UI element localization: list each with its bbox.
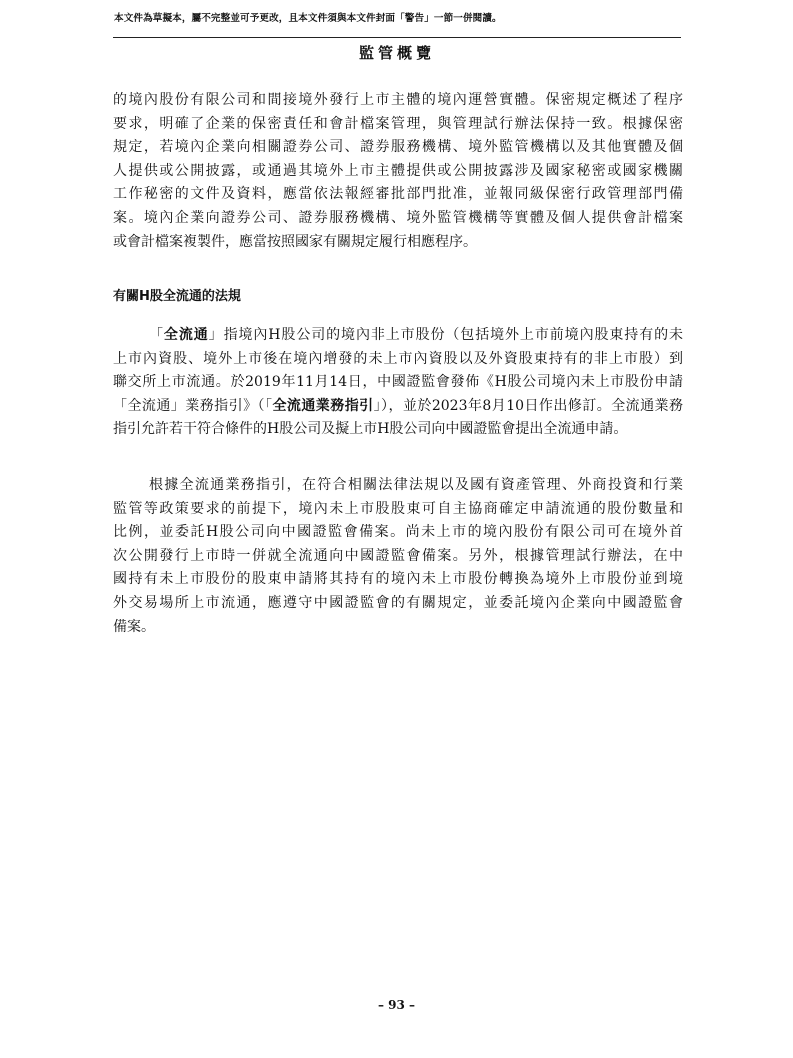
defined-term: 全流通業務指引 [272, 397, 374, 414]
paragraph-confidentiality [113, 89, 683, 254]
paragraph-line: 指引允許若干符合條件的H股公司及擬上市H股公司向中國證監會提出全流通申請。 [113, 421, 628, 438]
header-rule [113, 37, 681, 38]
paragraph-line: 備案。 [113, 618, 155, 635]
paragraph-line [113, 395, 683, 419]
paragraph-line: 外交易場所上市流通，應遵守中國證監會的有關規定，並委託境內企業向中國證監會 [113, 594, 683, 611]
paragraph-full-circulation-guidelines [113, 474, 683, 639]
paragraph-line: 人提供或公開披露，或通過其境外上市主體提供或公開披露涉及國家秘密或國家機關 [113, 162, 683, 179]
paragraph-line: 根據全流通業務指引，在符合相關法律法規以及國有資產管理、外商投資和行業 [149, 477, 683, 493]
paragraph-line: 上市內資股、境外上市後在境內增發的未上市內資股以及外資股東持有的非上市股）到 [113, 350, 683, 367]
paragraph-line: 比例，並委託H股公司向中國證監會備案。尚未上市的境內股份有限公司可在境外首 [113, 524, 683, 541]
paragraph-line [113, 324, 683, 348]
section-title: 監管概覽 [358, 44, 435, 62]
bracket-open: 「 [149, 327, 164, 343]
line-text: 「全流通」業務指引》（「 [113, 397, 273, 414]
paragraph-line: 規定，若境內企業向相關證券公司、證券服務機構、境外監管機構以及其他實體及個 [113, 139, 683, 156]
paragraph-line: 要求，明確了企業的保密責任和會計檔案管理，與管理試行辦法保持一致。根據保密 [113, 115, 683, 132]
paragraph-line: 的境內股份有限公司和間接境外發行上市主體的境內運營實體。保密規定概述了程序 [113, 92, 683, 108]
paragraph-line: 國持有未上市股份的股東申請將其持有的境內未上市股份轉換為境外上市股份並到境 [113, 571, 683, 588]
paragraph-line: 聯交所上市流通。於2019年11月14日，中國證監會發佈《H股公司境內未上市股份申請 [113, 374, 683, 391]
paragraph-line: 次公開發行上市時一併就全流通向中國證監會備案。另外，根據管理試行辦法，在中 [113, 547, 683, 564]
paragraph-line: 監管等政策要求的前提下，境內未上市股股東可自主協商確定申請流通的股份數量和 [113, 500, 683, 517]
draft-disclaimer: 本文件為草擬本，屬不完整並可予更改，且本文件須與本文件封面「警告」一節一併閱讀。 [114, 13, 502, 24]
line-text: 」指境內H股公司的境內非上市股份（包括境外上市前境內股東持有的未 [208, 327, 684, 343]
paragraph-line: 或會計檔案複製件，應當按照國家有關規定履行相應程序。 [113, 233, 477, 250]
section-heading-h-share-full-circulation: 有關H股全流通的法規 [113, 289, 241, 304]
paragraph-line: 案。境內企業向證券公司、證券服務機構、境外監管機構等實體及個人提供會計檔案 [113, 209, 683, 226]
paragraph-full-circulation-definition [113, 324, 683, 442]
defined-term: 全流通 [163, 327, 209, 343]
page-number: – 93 – [377, 998, 416, 1012]
paragraph-line: 工作秘密的文件及資料，應當依法報經審批部門批准，並報同級保密行政管理部門備 [113, 186, 683, 203]
line-text: 」），並於2023年8月10日作出修訂。全流通業務 [373, 397, 684, 414]
